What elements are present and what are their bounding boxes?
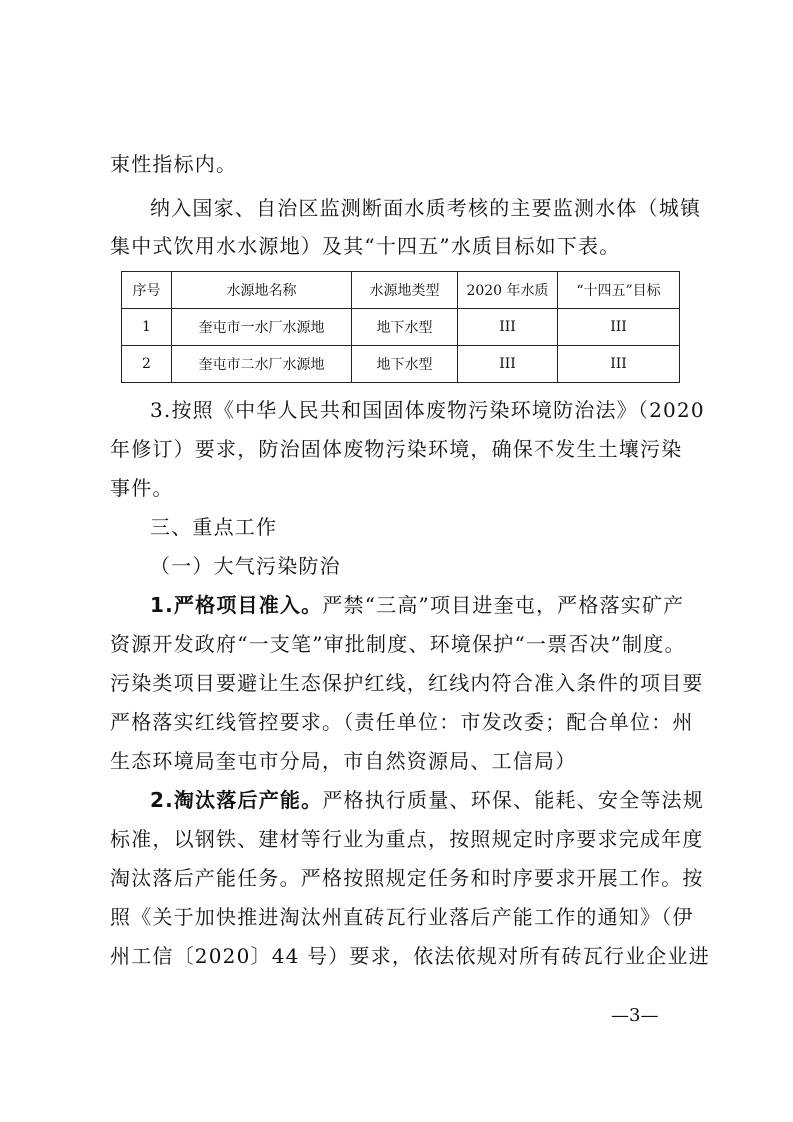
paragraph-line: 污染类项目要避让生态保护红线，红线内符合准入条件的项目要 [110, 671, 704, 695]
table-cell: III [558, 346, 680, 383]
paragraph-line: 纳入国家、自治区监测断面水质考核的主要监测水体（城镇 [150, 196, 702, 220]
paragraph-line: 照《关于加快推进淘汰州直砖瓦行业落后产能工作的通知》（伊 [110, 905, 694, 929]
table-cell: 奎屯市二水厂水源地 [172, 346, 352, 383]
paragraph-line: 淘汰落后产能任务。严格按照规定任务和时序要求开展工作。按 [110, 866, 704, 890]
table-cell: 地下水型 [352, 309, 458, 346]
table-cell: III [558, 309, 680, 346]
section-heading: 三、重点工作 [150, 515, 278, 539]
table-cell: 奎屯市一水厂水源地 [172, 309, 352, 346]
table-cell: 2 [122, 346, 172, 383]
item-text: 严格执行质量、环保、能耗、安全等法规 [322, 788, 704, 812]
table-cell: 1 [122, 309, 172, 346]
header-quality-2020: 2020 年水质 [458, 272, 558, 309]
paragraph-line: 资源开发政府“一支笔”审批制度、环境保护“一票否决”制度。 [110, 632, 686, 656]
table-cell: III [458, 309, 558, 346]
water-quality-table [121, 271, 680, 383]
page-number: —3— [611, 1005, 659, 1026]
paragraph-line: 集中式饮用水水源地）及其“十四五”水质目标如下表。 [110, 234, 621, 258]
item-text: 严禁“三高”项目进奎屯，严格落实矿产 [322, 593, 685, 617]
paragraph-line: 3.按照《中华人民共和国固体废物污染环境防治法》（2020 [150, 398, 705, 422]
paragraph-line: 标准，以钢铁、建材等行业为重点，按照规定时序要求完成年度 [110, 827, 704, 851]
header-index: 序号 [122, 272, 172, 309]
paragraph-line [150, 788, 710, 812]
item-title: 1.严格项目准入。 [150, 593, 323, 617]
table-row [122, 346, 680, 383]
paragraph-line [150, 593, 710, 617]
paragraph-line: 严格落实红线管控要求。（责任单位：市发改委；配合单位：州 [110, 710, 694, 734]
paragraph-line: 州工信〔2020〕44 号）要求，依法依规对所有砖瓦行业企业进 [110, 944, 710, 968]
paragraph-line: 束性指标内。 [110, 152, 238, 176]
subsection-heading: （一）大气污染防治 [150, 554, 341, 578]
item-title: 2.淘汰落后产能。 [150, 788, 323, 812]
table-header-row [122, 272, 680, 309]
header-source-name: 水源地名称 [172, 272, 352, 309]
paragraph-line: 事件。 [110, 476, 174, 500]
paragraph-line: 生态环境局奎屯市分局，市自然资源局、工信局） [110, 749, 577, 773]
paragraph-line: 年修订）要求，防治固体废物污染环境，确保不发生土壤污染 [110, 437, 683, 461]
header-source-type: 水源地类型 [352, 272, 458, 309]
table-row [122, 309, 680, 346]
table-cell: 地下水型 [352, 346, 458, 383]
table-cell: III [458, 346, 558, 383]
header-target: “十四五”目标 [558, 272, 680, 309]
